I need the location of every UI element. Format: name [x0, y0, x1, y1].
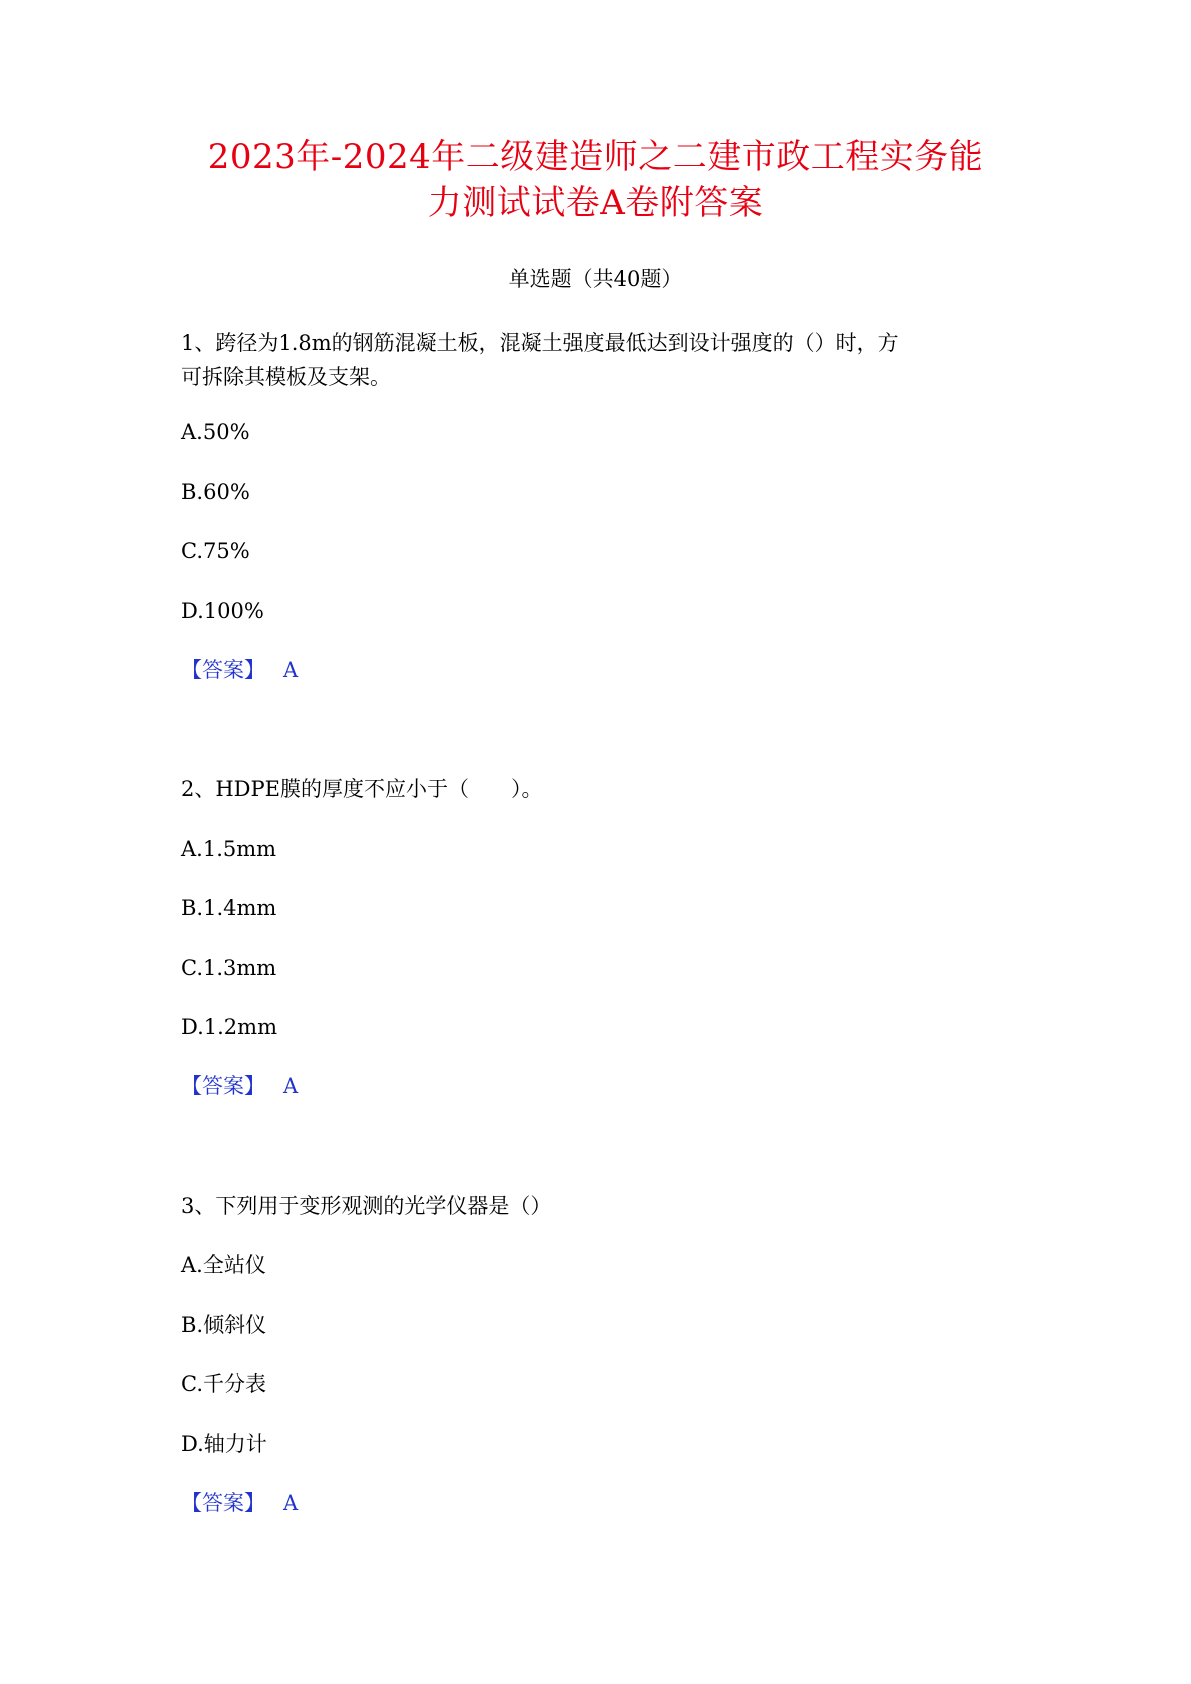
answer-label: 【答案】	[181, 1491, 265, 1515]
question-1-option-a: A.50%	[181, 420, 250, 444]
question-3-option-a: A.全站仪	[181, 1253, 266, 1277]
question-3-answer	[181, 1489, 298, 1517]
document-title-line-1: 2023年-2024年二级建造师之二建市政工程实务能	[207, 137, 984, 177]
question-1-option-b: B.60%	[181, 480, 250, 504]
answer-value: A	[283, 1491, 299, 1515]
question-2-option-d: D.1.2mm	[181, 1015, 277, 1039]
question-3-stem: 3、下列用于变形观测的光学仪器是（）	[181, 1194, 552, 1218]
question-2-option-c: C.1.3mm	[181, 956, 277, 980]
question-2-option-a: A.1.5mm	[181, 837, 277, 861]
question-3-option-b: B.倾斜仪	[181, 1313, 267, 1337]
question-2-answer	[181, 1072, 298, 1100]
section-heading: 单选题（共40题）	[508, 267, 683, 291]
question-1-option-d: D.100%	[181, 599, 264, 623]
question-1-option-c: C.75%	[181, 539, 250, 563]
question-1-stem-line-1: 1、跨径为1.8m的钢筋混凝土板，混凝土强度最低达到设计强度的（）时，方	[181, 331, 899, 355]
answer-label: 【答案】	[181, 658, 265, 682]
question-2-option-b: B.1.4mm	[181, 896, 277, 920]
answer-value: A	[283, 658, 299, 682]
document-title-line-2: 力测试试卷A卷附答案	[427, 183, 764, 223]
answer-label: 【答案】	[181, 1074, 265, 1098]
answer-value: A	[283, 1074, 299, 1098]
question-3-option-c: C.千分表	[181, 1372, 266, 1396]
question-3-option-d: D.轴力计	[181, 1432, 267, 1456]
question-1-stem-line-2: 可拆除其模板及支架。	[181, 365, 391, 389]
question-1-answer	[181, 656, 298, 684]
question-2-stem: 2、HDPE膜的厚度不应小于（ ）。	[181, 777, 543, 801]
